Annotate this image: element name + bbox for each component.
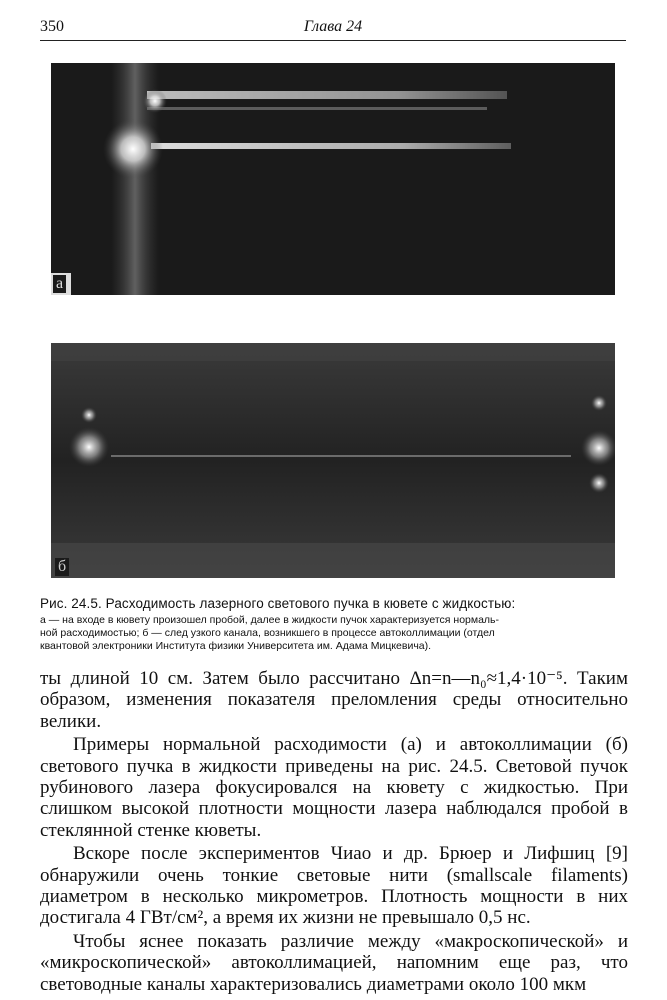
panel-a-label: а: [53, 275, 66, 293]
page-header: [40, 18, 626, 41]
caption-line: квантовой электроники Института физики Университета им. Адама Мицкевича).: [40, 640, 432, 652]
caption-line: а — на входе в кювету произошел пробой, далее в жидкости пучок характеризуется нормаль-: [40, 614, 500, 626]
figure-photo-b: [51, 343, 615, 578]
paragraph: Вскоре после экспериментов Чиао и др. Брюер и Лифшиц [9] обнаружили очень тонкие световые нити (smallscale filaments) диаметром в несколько микрометров. Плотность мощности в них достигала 4 ГВт/см², а время их жизни не превышало 0,5 нс.: [40, 843, 628, 929]
paragraph: ты длиной 10 см. Затем было рассчитано Δn=n—n₀≈1,4·10⁻⁵. Таким образом, изменения показателя преломления среды относительно велики.: [40, 668, 628, 732]
chapter-title: Глава 24: [303, 18, 363, 35]
paragraph: Чтобы яснее показать различие между «макроскопической» и «микроскопической» автоколлимацией, напомним еще раз, что световодные каналы характеризовались диаметрами около 100 мкм: [40, 930, 628, 995]
figure-photo-a: [51, 63, 615, 295]
body-text: [40, 668, 628, 995]
photo-a-image: [51, 63, 615, 295]
figure-caption: [40, 596, 630, 653]
caption-title: Рис. 24.5. Расходимость лазерного светового пучка в кювете с жидкостью:: [40, 596, 516, 611]
photo-b-image: [51, 343, 615, 578]
panel-b-label: б: [55, 558, 69, 576]
page-number: 350: [40, 18, 64, 35]
caption-body: [40, 614, 630, 653]
caption-line: ной расходимостью; б — след узкого канала, возникшего в процессе автоколлимации (отдел: [40, 627, 495, 639]
paragraph: Примеры нормальной расходимости (а) и автоколлимации (б) светового пучка в жидкости приведены на рис. 24.5. Световой пучок рубинового лазера фокусировался на кювету с жидкостью. При слишком высокой плотности мощности лазера наблюдался пробой в стеклянной стенке кюветы.: [40, 734, 628, 841]
